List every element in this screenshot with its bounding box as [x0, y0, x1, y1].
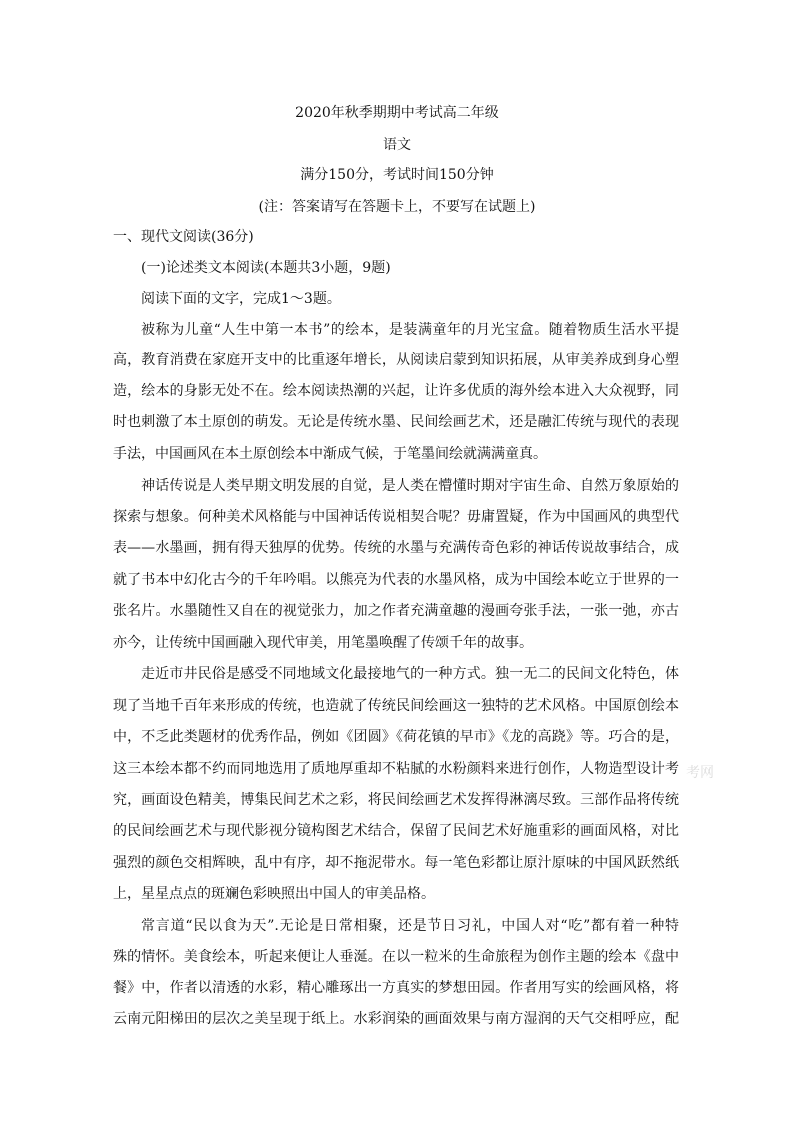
paragraph-line: 中，不乏此类题材的优秀作品，例如《团圆》《荷花镇的早市》《龙的高跷》等。巧合的是， [113, 729, 679, 745]
paragraph-line: 殊的情怀。美食绘本，听起来便让人垂涎。在以一粒米的生命旅程为创作主题的绘本《盘中 [113, 949, 679, 965]
paragraph-line: 表——水墨画，拥有得天独厚的优势。传统的水墨与充满传奇色彩的神话传说故事结合，成 [113, 540, 679, 556]
subject-label: 语文 [383, 137, 411, 153]
paragraph-line: 就了书本中幻化古今的千年吟唱。以熊亮为代表的水墨风格，成为中国绘本屹立于世界的一 [113, 572, 679, 588]
score-time-line: 满分150分，考试时间150分钟 [300, 167, 494, 183]
paragraph-line: 神话传说是人类早期文明发展的自觉，是人类在懵懂时期对宇宙生命、自然万象原始的 [141, 478, 679, 494]
exam-title: 2020年秋季期期中考试高二年级 [295, 105, 499, 121]
paragraph-line: 造，绘本的身影无处不在。绘本阅读热潮的兴起，让许多优质的海外绘本进入大众视野，同 [113, 383, 679, 399]
paragraph-line: 这三本绘本都不约而同地选用了质地厚重却不粘腻的水粉颜料来进行创作，人物造型设计考 [113, 761, 679, 777]
answer-note: (注：答案请写在答题卡上，不要写在试题上) [258, 199, 536, 215]
paragraph-line: 被称为儿童“人生中第一本书”的绘本，是装满童年的月光宝盒。随着物质生活水平提 [141, 322, 679, 338]
watermark: 考网 [686, 765, 714, 781]
reading-instruction: 阅读下面的文字，完成1～3题。 [141, 291, 341, 307]
paragraph-line: 手法，中国画风在本土原创绘本中渐成气候，于笔墨间绘就满满童真。 [113, 446, 547, 462]
paragraph-line: 常言道“民以食为天”.无论是日常相聚，还是节日习礼，中国人对“吃”都有着一种特 [141, 918, 679, 934]
paragraph-line: 亦今，让传统中国画融入现代审美，用笔墨唤醒了传颂千年的故事。 [113, 635, 533, 651]
paragraph-line: 时也刺激了本土原创的萌发。无论是传统水墨、民间绘画艺术，还是融汇传统与现代的表现 [113, 414, 679, 430]
paragraph-line: 现了当地千百年来形成的传统，也造就了传统民间绘画这一独特的艺术风格。中国原创绘本 [113, 698, 679, 714]
section-subheading: (一)论述类文本阅读(本题共3小题，9题) [141, 260, 391, 276]
paragraph-line: 高，教育消费在家庭开支中的比重逐年增长，从阅读启蒙到知识拓展，从审美养成到身心塑 [113, 352, 679, 368]
section-heading: 一、现代文阅读(36分) [113, 229, 254, 245]
paragraph-line: 强烈的颜色交相辉映，乱中有序，却不拖泥带水。每一笔色彩都让原汁原味的中国风跃然纸 [113, 855, 679, 871]
paragraph-line: 探索与想象。何种美术风格能与中国神话传说相契合呢？毋庸置疑，作为中国画风的典型代 [113, 509, 679, 525]
paragraph-line: 究，画面设色精美，博集民间艺术之彩，将民间绘画艺术发挥得淋漓尽致。三部作品将传统 [113, 792, 679, 808]
paragraph-line: 的民间绘画艺术与现代影视分镜构图艺术结合，保留了民间艺术好施重彩的画面风格，对比 [113, 823, 679, 839]
paragraph-line: 餐》中，作者以清透的水彩，精心雕琢出一方真实的梦想田园。作者用写实的绘画风格，将 [113, 980, 679, 996]
paragraph-line: 云南元阳梯田的层次之美呈现于纸上。水彩润染的画面效果与南方湿润的天气交相呼应，配 [113, 1011, 679, 1027]
paragraph-line: 张名片。水墨随性又自在的视觉张力，加之作者充满童趣的漫画夸张手法，一张一弛，亦古 [113, 603, 679, 619]
paragraph-line: 走近市井民俗是感受不同地域文化最接地气的一种方式。独一无二的民间文化特色，体 [141, 666, 679, 682]
paragraph-line: 上，星星点点的斑斓色彩映照出中国人的审美品格。 [113, 886, 435, 902]
